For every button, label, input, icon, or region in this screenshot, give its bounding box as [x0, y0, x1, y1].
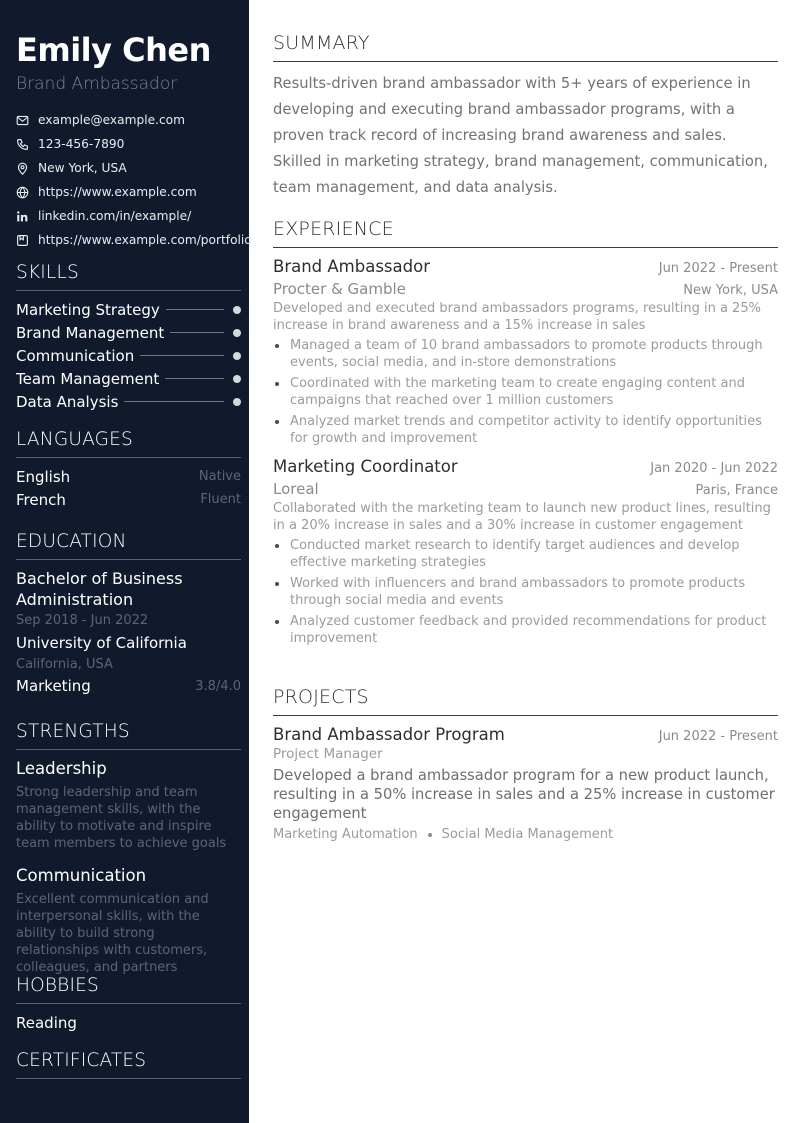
job-header — [273, 257, 778, 276]
language-name: French — [16, 490, 66, 509]
job-bullet: Conducted market research to identify target audiences and develop effective marketing strategies — [273, 537, 778, 571]
contact-linkedin-text: linkedin.com/in/example/ — [38, 209, 192, 223]
skill-level-dot — [233, 306, 241, 314]
job-bullets — [273, 337, 778, 447]
skill-name: Brand Management — [16, 324, 170, 342]
language-name: English — [16, 467, 71, 486]
job-title: Brand Ambassador — [273, 257, 430, 276]
skill-item — [16, 298, 241, 321]
projects-heading: PROJECTS — [273, 686, 778, 716]
location-pin-icon — [16, 162, 29, 175]
strength-item — [16, 758, 241, 852]
contact-phone[interactable] — [16, 132, 246, 156]
education-heading: EDUCATION — [16, 531, 241, 560]
project-dates: Jun 2022 - Present — [658, 729, 778, 744]
project-title: Brand Ambassador Program — [273, 725, 505, 744]
linkedin-icon — [16, 210, 29, 223]
skill-level-dot — [233, 352, 241, 360]
contact-email[interactable] — [16, 108, 246, 132]
strength-item — [16, 865, 241, 976]
job-bullet: Managed a team of 10 brand ambassadors to promote products through events, social media, and in-store demonstrations — [273, 337, 778, 371]
strength-title: Communication — [16, 866, 147, 885]
phone-icon — [16, 138, 29, 151]
project-header — [273, 725, 778, 744]
tag-separator-dot — [428, 833, 432, 837]
skill-item — [16, 390, 241, 413]
hobbies-heading: HOBBIES — [16, 975, 241, 1004]
candidate-name: Emily Chen — [16, 31, 211, 69]
skill-line — [166, 309, 224, 310]
projects-section — [273, 686, 778, 842]
skill-level-dot — [233, 375, 241, 383]
skills-section — [16, 262, 241, 413]
experience-heading: EXPERIENCE — [273, 218, 778, 248]
contact-portfolio[interactable] — [16, 228, 252, 252]
job-location: Paris, France — [695, 483, 778, 498]
hobby-item: Reading — [16, 1014, 77, 1032]
education-field-row — [16, 675, 241, 698]
certificates-section — [16, 1050, 241, 1079]
language-item — [16, 465, 241, 488]
strength-desc: Excellent communication and interpersonal skills, with the ability to build strong relationships with customers, colleagues, and partners — [16, 892, 209, 975]
education-location: California, USA — [16, 657, 113, 672]
contact-location — [16, 156, 246, 180]
job-bullets — [273, 537, 778, 647]
skill-level-dot — [233, 329, 241, 337]
job-bullet: Worked with influencers and brand ambassadors to promote products through social media and events — [273, 575, 778, 609]
job-entry — [273, 457, 778, 647]
strengths-section — [16, 721, 241, 976]
summary-section — [273, 32, 778, 201]
language-item — [16, 488, 241, 511]
skill-line — [124, 401, 224, 402]
languages-heading: LANGUAGES — [16, 429, 241, 458]
portfolio-icon — [16, 234, 29, 247]
job-dates: Jan 2020 - Jun 2022 — [650, 461, 778, 476]
summary-heading: SUMMARY — [273, 32, 778, 62]
project-role: Project Manager — [273, 746, 383, 762]
strength-title: Leadership — [16, 759, 107, 778]
experience-section — [273, 218, 778, 651]
job-bullet: Analyzed market trends and competitor activity to identify opportunities for growth and improvement — [273, 413, 778, 447]
skill-item — [16, 367, 241, 390]
project-tag: Marketing Automation — [273, 827, 418, 842]
skill-line — [165, 378, 224, 379]
sidebar — [0, 0, 252, 1123]
education-field: Marketing — [16, 677, 91, 695]
project-description: Developed a brand ambassador program for a new product launch, resulting in a 50% increase in sales and a 25% increase in customer engagement — [273, 767, 775, 822]
education-school: University of California — [16, 634, 187, 652]
contact-website[interactable] — [16, 180, 246, 204]
project-entry — [273, 725, 778, 842]
contact-portfolio-text: https://www.example.com/portfolio — [38, 233, 252, 247]
skill-line — [170, 332, 224, 333]
languages-section — [16, 429, 241, 511]
skill-item — [16, 344, 241, 367]
job-company: Procter & Gamble — [273, 280, 406, 298]
skill-item — [16, 321, 241, 344]
contact-location-text: New York, USA — [38, 161, 127, 175]
hobbies-section — [16, 975, 241, 1034]
job-title: Marketing Coordinator — [273, 457, 458, 476]
candidate-title: Brand Ambassador — [16, 74, 178, 94]
job-header — [273, 457, 778, 476]
strength-desc: Strong leadership and team management skills, with the ability to motivate and inspire team members to achieve goals — [16, 785, 227, 851]
job-company-row — [273, 280, 778, 298]
education-section — [16, 531, 241, 698]
project-tag: Social Media Management — [441, 827, 614, 842]
globe-icon — [16, 186, 29, 199]
education-dates: Sep 2018 - Jun 2022 — [16, 613, 149, 628]
project-tags — [273, 827, 778, 842]
job-bullet: Coordinated with the marketing team to create engaging content and campaigns that reached over 1 million customers — [273, 375, 778, 409]
education-degree: Bachelor of Business Administration — [16, 569, 183, 609]
contact-email-text: example@example.com — [38, 113, 186, 127]
job-dates: Jun 2022 - Present — [658, 261, 778, 276]
skill-name: Marketing Strategy — [16, 301, 166, 319]
mail-icon — [16, 114, 29, 127]
contact-phone-text: 123-456-7890 — [38, 137, 125, 151]
language-level: Fluent — [200, 492, 241, 507]
skill-level-dot — [233, 398, 241, 406]
certificates-heading: CERTIFICATES — [16, 1050, 241, 1079]
skill-name: Communication — [16, 347, 140, 365]
job-description: Developed and executed brand ambassadors programs, resulting in a 25% increase in brand awareness and a 15% increase in sales — [273, 301, 761, 333]
job-description: Collaborated with the marketing team to launch new product lines, resulting in a 20% increase in sales and a 30% increase in customer engagement — [273, 501, 771, 533]
skills-list — [16, 298, 241, 413]
job-company-row — [273, 480, 778, 498]
contact-linkedin[interactable] — [16, 204, 246, 228]
education-gpa: 3.8/4.0 — [195, 679, 241, 694]
job-location: New York, USA — [683, 283, 778, 298]
summary-text: Results-driven brand ambassador with 5+ years of experience in developing and executing brand ambassador programs, with a proven track record of increasing brand awareness and sales. Skilled in marketing strategy, brand management, communication, team management, and data analysis. — [273, 75, 768, 196]
job-company: Loreal — [273, 480, 319, 498]
contact-list — [16, 108, 252, 252]
job-bullet: Analyzed customer feedback and provided recommendations for product improvement — [273, 613, 778, 647]
skills-heading: SKILLS — [16, 262, 241, 291]
language-level: Native — [198, 469, 241, 484]
skill-line — [140, 355, 224, 356]
job-entry — [273, 257, 778, 447]
skill-name: Team Management — [16, 370, 165, 388]
skill-name: Data Analysis — [16, 393, 124, 411]
contact-website-text: https://www.example.com — [38, 185, 197, 199]
strengths-heading: STRENGTHS — [16, 721, 241, 750]
